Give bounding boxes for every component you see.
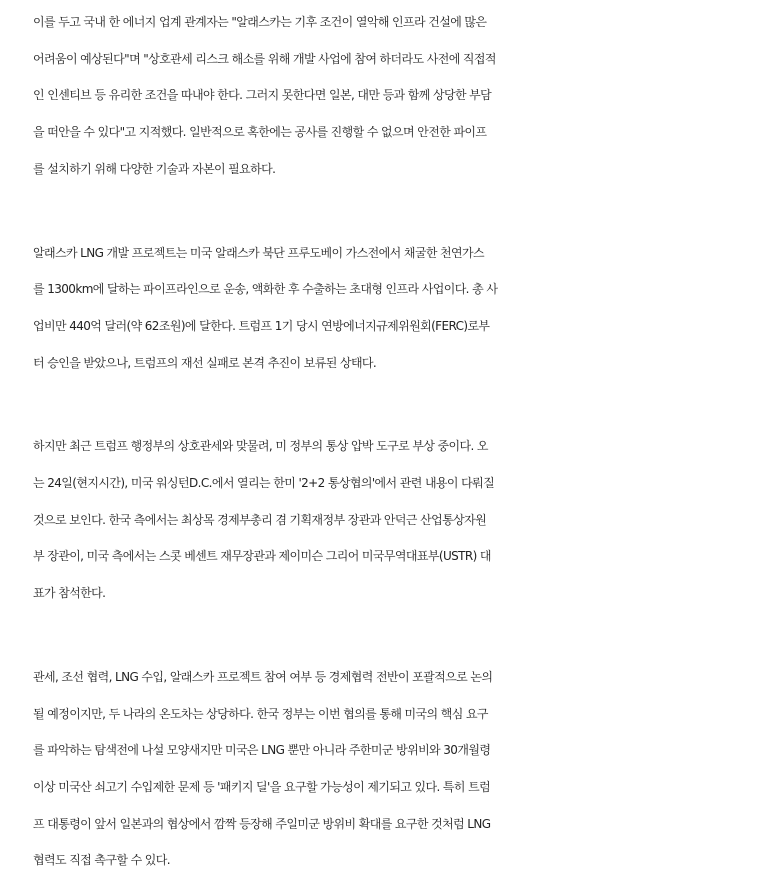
- paragraph-line: 이를 두고 국내 한 에너지 업계 관계자는 "알래스카는 기후 조건이 열악해 인프라 건설에 많은: [33, 15, 487, 29]
- paragraph-line: 업비만 440억 달러(약 62조원)에 달한다. 트럼프 1기 당시 연방에너지규제위원회(FERC)로부: [33, 318, 490, 333]
- paragraph-line: 인 인센티브 등 유리한 조건을 따내야 한다. 그러지 못한다면 일본, 대만 등과 함께 상당한 부담: [33, 88, 492, 103]
- paragraph-line: 를 설치하기 위해 다양한 기술과 자본이 필요하다.: [33, 161, 276, 176]
- paragraph-line: 것으로 보인다. 한국 측에서는 최상목 경제부총리 겸 기획재정부 장관과 안덕근 산업통상자원: [33, 512, 487, 527]
- paragraph-line: 부 장관이, 미국 측에서는 스콧 베센트 재무장관과 제이미슨 그리어 미국무역대표부(USTR) 대: [33, 549, 491, 564]
- paragraph-line: 하지만 최근 트럼프 행정부의 상호관세와 맞물려, 미 정부의 통상 압박 도구로 부상 중이다. 오: [33, 439, 488, 454]
- paragraph-line: 협력도 직접 촉구할 수 있다.: [33, 853, 170, 868]
- article-paragraph: [33, 659, 773, 879]
- article-paragraph: [33, 428, 773, 612]
- paragraph-line: 을 떠안을 수 있다"고 지적했다. 일반적으로 혹한에는 공사를 진행할 수 없으며 안전한 파이프: [33, 125, 487, 140]
- paragraph-line: 터 승인을 받았으나, 트럼프의 재선 실패로 본격 추진이 보류된 상태다.: [33, 355, 377, 370]
- paragraph-line: 는 24일(현지시간), 미국 워싱턴D.C.에서 열리는 한미 '2+2 통상협의'에서 관련 내용이 다뤄질: [33, 476, 495, 491]
- paragraph-line: 어려움이 예상된다"며 "상호관세 리스크 해소를 위해 개발 사업에 참여 하더라도 사전에 직접적: [33, 51, 496, 66]
- paragraph-line: 이상 미국산 쇠고기 수입제한 문제 등 '패키지 딜'을 요구할 가능성이 제기되고 있다. 특히 트럼: [33, 779, 491, 794]
- paragraph-line: 를 파악하는 탐색전에 나설 모양새지만 미국은 LNG 뿐만 아니라 주한미군 방위비와 30개월령: [33, 743, 491, 758]
- paragraph-line: 프 대통령이 앞서 일본과의 협상에서 깜짝 등장해 주일미군 방위비 확대를 요구한 것처럼 LNG: [33, 816, 491, 831]
- paragraph-line: 를 1300km에 달하는 파이프라인으로 운송, 액화한 후 수출하는 초대형 인프라 사업이다. 총 사: [33, 282, 498, 297]
- paragraph-line: 될 예정이지만, 두 나라의 온도차는 상당하다. 한국 정부는 이번 협의를 통해 미국의 핵심 요구: [33, 706, 488, 721]
- article-paragraph: [33, 235, 773, 382]
- article-paragraph: [33, 4, 773, 188]
- paragraph-line: 알래스카 LNG 개발 프로젝트는 미국 알래스카 북단 프루도베이 가스전에서 채굴한 천연가스: [33, 245, 485, 260]
- paragraph-line: 표가 참석한다.: [33, 586, 106, 601]
- paragraph-line: 관세, 조선 협력, LNG 수입, 알래스카 프로젝트 참여 여부 등 경제협력 전반이 포괄적으로 논의: [33, 669, 493, 684]
